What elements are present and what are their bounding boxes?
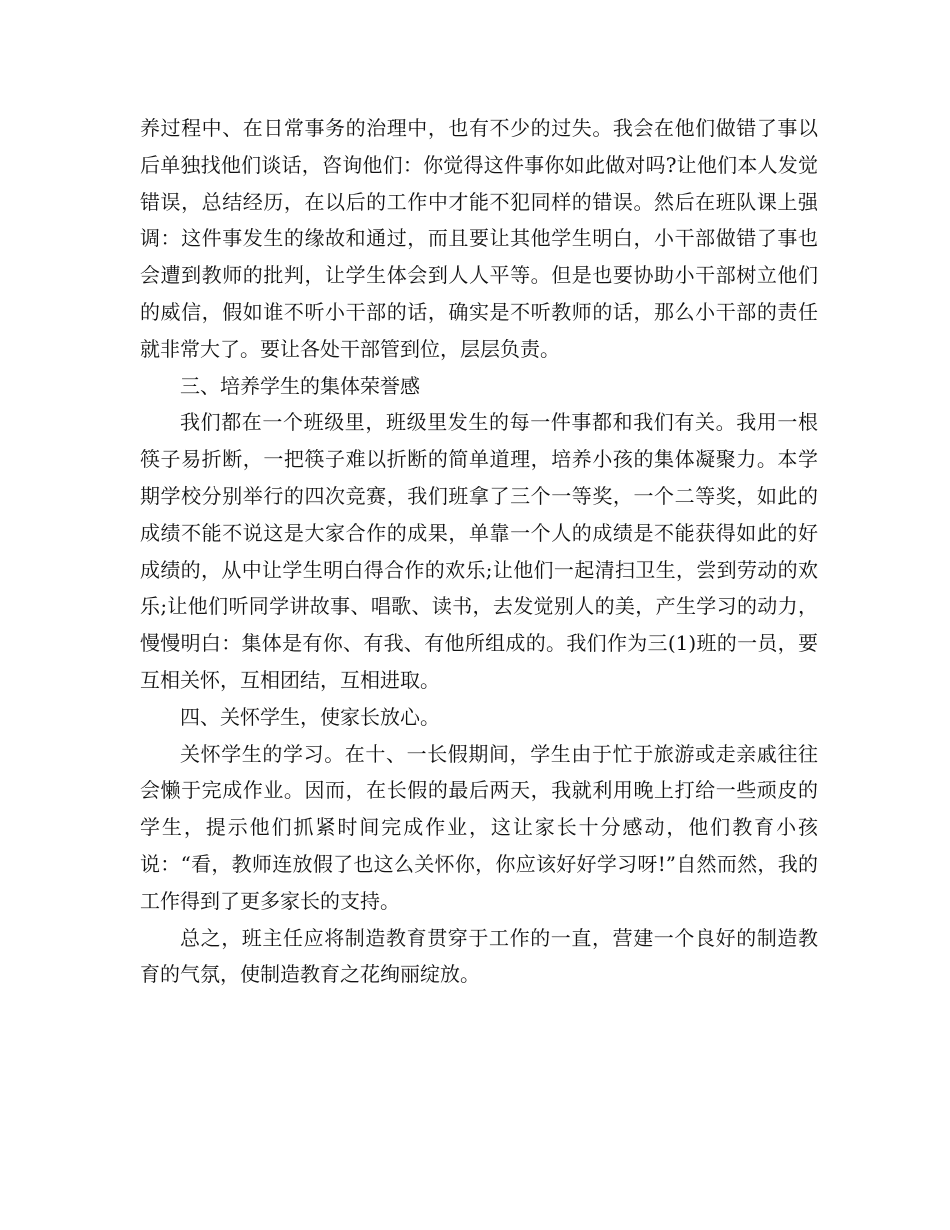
section-heading-care-students: 四、关怀学生，使家长放心。 xyxy=(180,704,440,729)
document-body xyxy=(140,110,818,993)
paragraph-conclusion: 总之，班主任应将制造教育贯穿于工作的一直，营建一个良好的制造教育的气氛，使制造教育之花绚丽绽放。 xyxy=(140,925,818,987)
section-heading-collective-honor: 三、培养学生的集体荣誉感 xyxy=(180,373,420,398)
paragraph-care-students: 关怀学生的学习。在十、一长假期间，学生由于忙于旅游或走亲戚往往会懒于完成作业。因而，在长假的最后两天，我就利用晚上打给一些顽皮的学生，提示他们抓紧时间完成作业，这让家长十分感动，他们教育小孩说：“看，教师连放假了也这么关怀你，你应该好好学习呀!”自然而然，我的工作得到了更多家长的支持。 xyxy=(140,741,818,913)
paragraph-management-mistakes: 养过程中、在日常事务的治理中，也有不少的过失。我会在他们做错了事以后单独找他们谈话，咨询他们：你觉得这件事你如此做对吗?让他们本人发觉错误，总结经历，在以后的工作中才能不犯同样的错误。然后在班队课上强调：这件事发生的缘故和通过，而且要让其他学生明白，小干部做错了事也会遭到教师的批判，让学生体会到人人平等。但是也要协助小干部树立他们的威信，假如谁不听小干部的话，确实是不听教师的话，那么小干部的责任就非常大了。要让各处干部管到位，层层负责。 xyxy=(140,116,818,361)
paragraph-collective-honor: 我们都在一个班级里，班级里发生的每一件事都和我们有关。我用一根筷子易折断，一把筷子难以折断的简单道理，培养小孩的集体凝聚力。本学期学校分别举行的四次竞赛，我们班拿了三个一等奖，一个二等奖，如此的成绩不能不说这是大家合作的成果，单靠一个人的成绩是不能获得如此的好成绩的，从中让学生明白得合作的欢乐;让他们一起清扫卫生，尝到劳动的欢乐;让他们听同学讲故事、唱歌、读书，去发觉别人的美，产生学习的动力，慢慢明白：集体是有你、有我、有他所组成的。我们作为三(1)班的一员，要互相关怀，互相团结，互相进取。 xyxy=(140,410,818,692)
